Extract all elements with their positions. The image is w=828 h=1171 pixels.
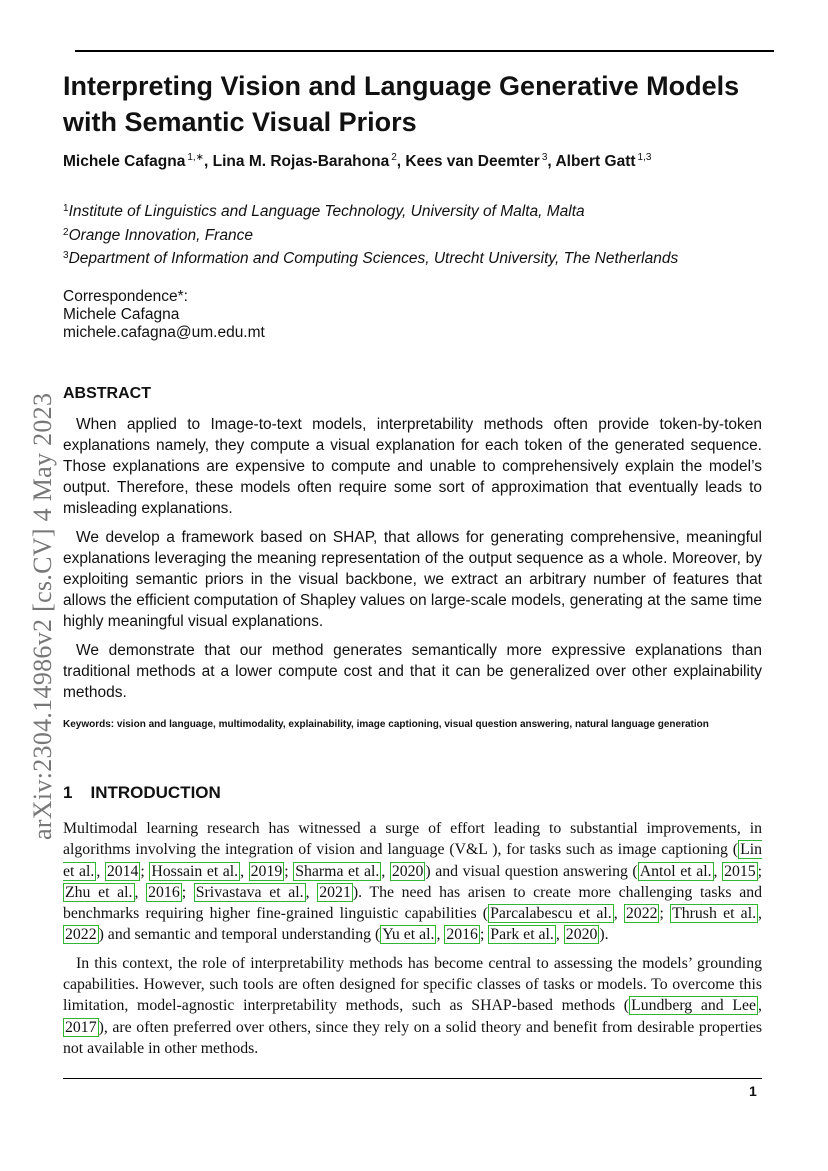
body-text: ,	[240, 862, 249, 880]
body-text: ,	[436, 926, 445, 944]
citation-link[interactable]: Srivastava et al.	[195, 883, 304, 901]
body-text: ), are often preferred over others, since they rely on a solid theory and benefit from desirable properties not available in other methods.	[63, 1018, 762, 1057]
author: Albert Gatt $^{1,3}$	[555, 152, 652, 170]
body-text: ,	[381, 862, 390, 880]
body-text: ;	[659, 905, 671, 923]
intro-paragraph	[63, 818, 762, 946]
citation-link[interactable]: Yu et al.	[382, 926, 435, 944]
body-text: Multimodal learning research has witnessed a surge of effort leading to substantial improvements, in algorithms involving the integration of vision and language (V&L ), for tasks such as image captioning (	[63, 820, 762, 859]
body-text: ,	[758, 997, 762, 1015]
citation-link[interactable]: 2020	[391, 862, 424, 880]
citation-link[interactable]: Antol et al.	[639, 862, 712, 880]
introduction-body	[63, 818, 762, 1066]
citation-link[interactable]: 2019	[250, 862, 283, 880]
page-number: 1	[749, 1083, 757, 1099]
correspondence-label: Correspondence*:	[63, 288, 188, 305]
body-text: ,	[555, 926, 564, 944]
citation-link[interactable]: 2015	[724, 862, 756, 880]
body-text: ,	[134, 883, 147, 901]
arxiv-stamp: arXiv:2304.14986v2 [cs.CV] 4 May 2023	[28, 392, 57, 840]
citation-link[interactable]: 2020	[565, 926, 598, 944]
citation-link[interactable]: 2017	[65, 1018, 97, 1036]
body-text: ) and visual question answering (	[425, 862, 638, 880]
citation-link[interactable]: Lundberg and Lee	[631, 997, 757, 1015]
citation-link[interactable]: 2022	[625, 905, 658, 923]
body-text: ,	[96, 862, 105, 880]
body-text: ).	[599, 926, 609, 944]
keywords	[63, 714, 762, 736]
citation-link[interactable]: Hossain et al.	[151, 862, 239, 880]
body-text: ,	[305, 883, 318, 901]
body-text: ;	[140, 862, 150, 880]
section-heading-introduction	[63, 783, 221, 803]
citation-link[interactable]: 2016	[148, 883, 180, 901]
body-text: ) and semantic and temporal understanding (	[98, 926, 381, 944]
abstract-paragraph: We develop a framework based on SHAP, that allows for generating comprehensive, meaningful explanations leveraging the meaning representation of the output sequence as a whole. Moreover, by exploiting semantic priors in the visual backbone, we extract an arbitrary number of features that allows the efficient computation of Shapley values on large-scale models, generating at the same time highly meaningful visual explanations.	[63, 529, 762, 630]
author: Kees van Deemter $^3$,	[405, 152, 556, 170]
correspondence-email[interactable]: michele.cafagna@um.edu.mt	[63, 324, 265, 341]
body-text: ;	[284, 862, 294, 880]
citation-link[interactable]: Parcalabescu et al.	[490, 905, 612, 923]
correspondence-block	[63, 288, 265, 342]
body-text: In this context, the role of interpretability methods has become central to assessing the models’ grounding capabilities. However, such tools are often designed for specific classes of tasks or models. To overcome this limitation, model-agnostic interpretability methods, such as SHAP-based methods (	[63, 954, 762, 1015]
author-list	[63, 145, 763, 175]
author: Lina M. Rojas-Barahona $^2$,	[212, 152, 406, 170]
affiliation-list	[63, 199, 763, 270]
body-text: ,	[713, 862, 723, 880]
citation-link[interactable]: Lin et al.	[63, 841, 762, 880]
citation-link[interactable]: 2014	[106, 862, 139, 880]
abstract-paragraph: When applied to Image-to-text models, interpretability methods often provide token-by-token explanations namely, they compute a visual explanation for each token of the generated sequence. Those explanations are expensive to compute and unable to comprehensively explain the model’s output. Therefore, these models often require some sort of approximation that eventually leads to misleading explanations.	[63, 416, 762, 517]
abstract-body	[63, 414, 762, 711]
body-text: ,	[758, 905, 762, 923]
body-text: ;	[479, 926, 489, 944]
citation-link[interactable]: Park et al.	[490, 926, 554, 944]
abstract-paragraph: We demonstrate that our method generates semantically more expressive explanations than traditional methods at a lower compute cost and that it can be generalized over other explainability methods.	[63, 642, 762, 701]
correspondence-name: Michele Cafagna	[63, 306, 180, 323]
citation-link[interactable]: 2022	[65, 926, 97, 944]
footer-rule	[63, 1078, 762, 1079]
body-text: ;	[181, 883, 194, 901]
affiliation: $^3$Department of Information and Computing Sciences, Utrecht University, The Netherlands	[63, 250, 679, 268]
citation-link[interactable]: 2016	[446, 926, 478, 944]
body-text: ). The need has arisen to create more challenging tasks and benchmarks requiring higher fine-grained linguistic capabilities (	[63, 883, 762, 923]
citation-link[interactable]: 2021	[319, 883, 351, 901]
section-title: INTRODUCTION	[90, 783, 221, 802]
affiliation: $^1$Institute of Linguistics and Language Technology, University of Malta, Malta	[63, 203, 585, 220]
section-number: 1	[63, 783, 73, 802]
author: Michele Cafagna $^{1,∗}$,	[63, 152, 213, 170]
header-rule	[75, 50, 774, 52]
paper-title: Interpreting Vision and Language Generative Models with Semantic Visual Priors	[63, 71, 740, 137]
citation-link[interactable]: Sharma et al.	[295, 862, 380, 880]
body-text: ;	[757, 862, 763, 880]
citation-link[interactable]: Zhu et al.	[65, 883, 133, 901]
keywords-label: Keywords:	[63, 719, 115, 730]
affiliation: $^2$Orange Innovation, France	[63, 226, 253, 244]
body-text: ,	[613, 905, 624, 923]
citation-link[interactable]: Thrush et al.	[672, 905, 757, 923]
abstract-heading: ABSTRACT	[63, 385, 151, 402]
intro-paragraph	[63, 953, 762, 1059]
keywords-text: vision and language, multimodality, explainability, image captioning, visual question answering, natural language generation	[116, 719, 709, 730]
